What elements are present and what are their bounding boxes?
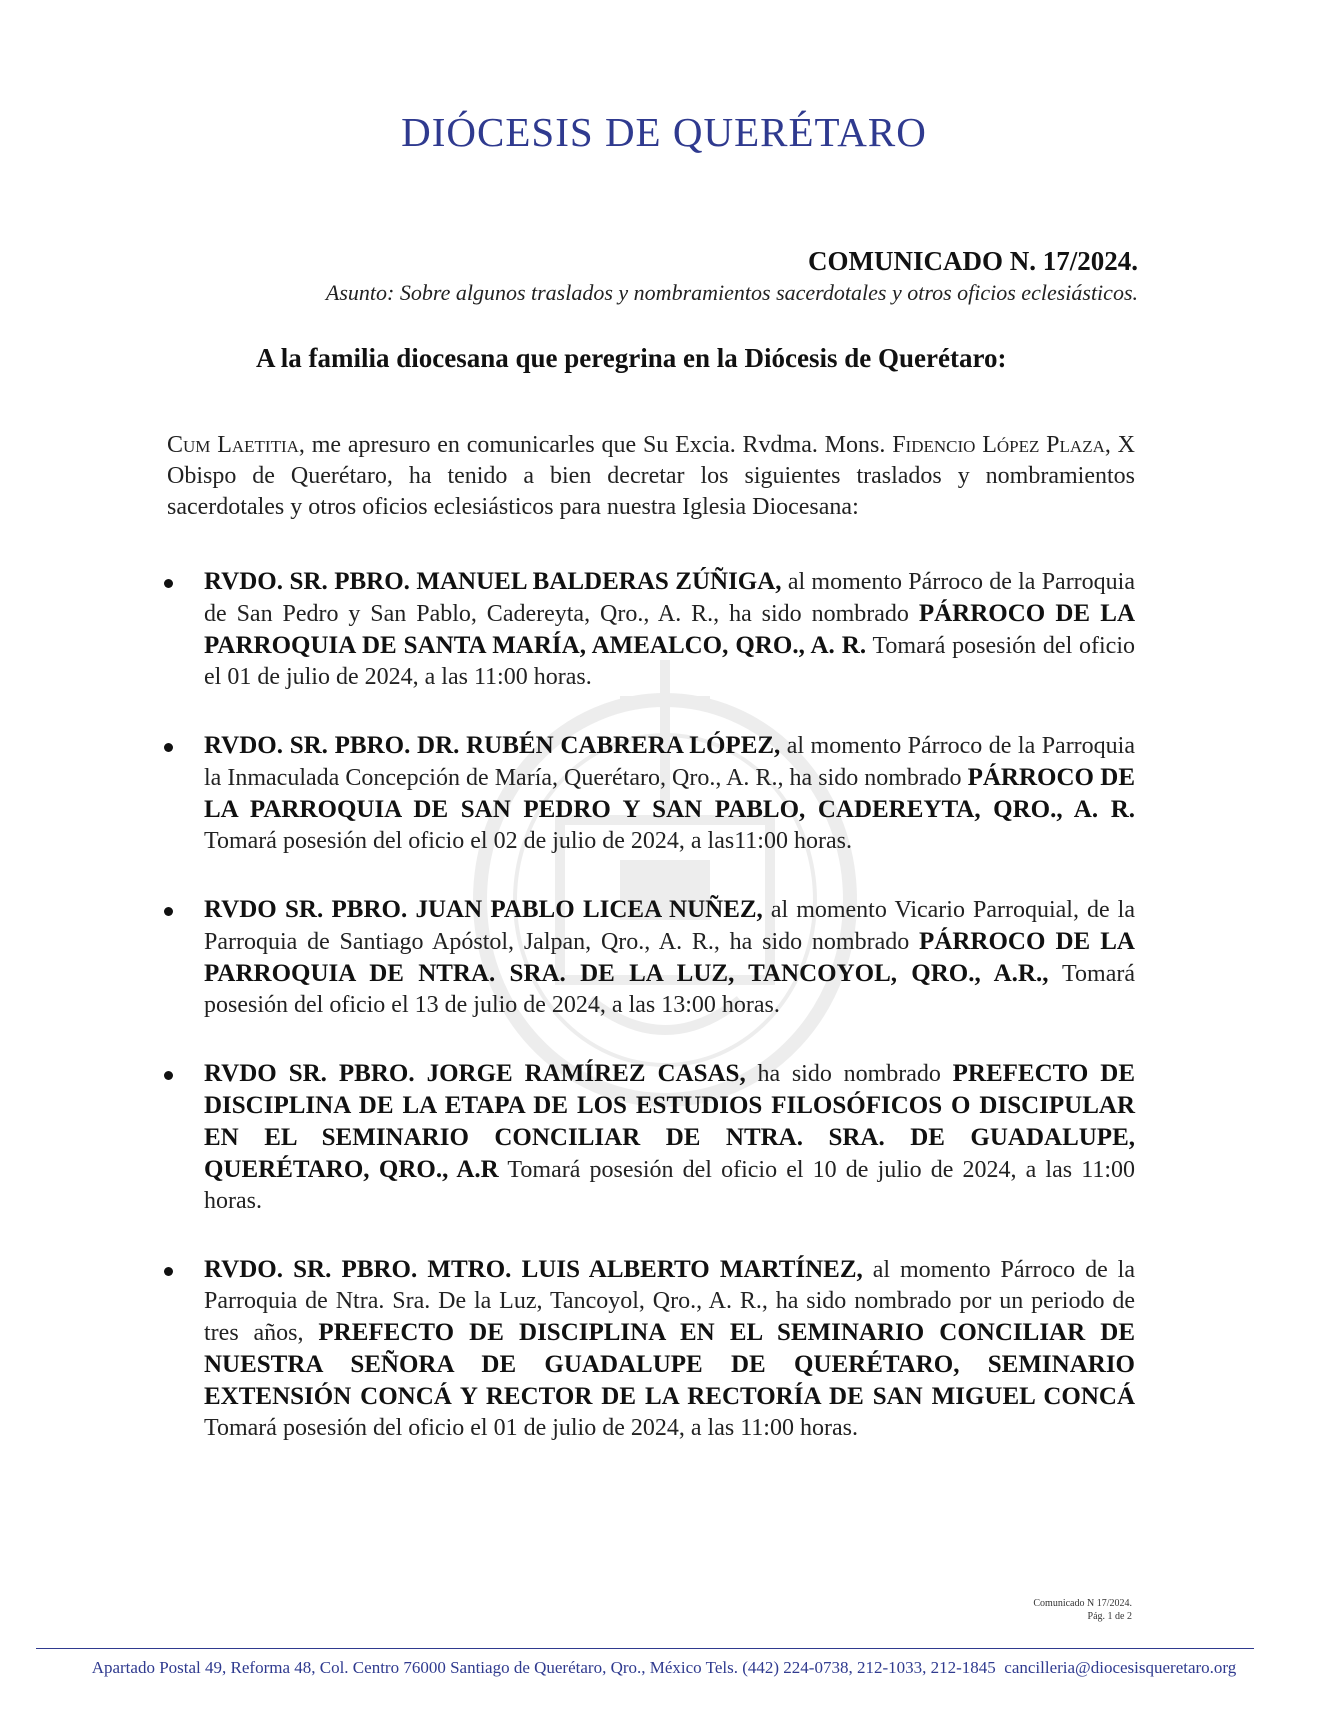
appointment-current: al momento Vicario Parroquial, de la Parroquia de Santiago Apóstol, Jalpan, Qro., A. R., ha sido nombrado [204,897,1135,955]
appointment-office: PÁRROCO DE LA PARROQUIA DE SANTA MARÍA, AMEALCO, QRO., A. R. [204,600,1135,659]
communique-number: COMUNICADO N. 17/2024. [808,246,1138,276]
appointment-possession: Tomará posesión del oficio el 10 de julio de 2024, a las 11:00 horas. [204,1157,1136,1214]
appointment-office: PREFECTO DE DISCIPLINA DE LA ETAPA DE LOS ESTUDIOS FILOSÓFICOS O DISCIPULAR EN EL SEMINARIO CONCILIAR DE NTRA. SRA. DE GUADALUPE, QUERÉTARO, QRO., A.R [204,1060,1136,1183]
appointments-list [158,566,1135,1481]
intro-cum-laetitia: Cum Laetitia [167,432,299,458]
bullet-icon [164,579,173,588]
appointment-possession: Tomará posesión del oficio el 02 de julio de 2024, a las11:00 horas. [204,828,852,854]
appointment-item [158,894,1135,1021]
intro-bishop-name: Fidencio López Plaza [892,432,1105,458]
appointment-current: ha sido nombrado [745,1061,953,1087]
intro-text-1: , me apresuro en comunicarles que Su Excia. Rvdma. Mons. [298,432,893,458]
page-reference [1033,1597,1132,1623]
footer [0,1658,1328,1678]
diocese-title: DIÓCESIS DE QUERÉTARO [401,109,927,155]
appointment-item [158,730,1135,857]
page-reference-number: Pág. 1 de 2 [1087,1611,1132,1622]
appointment-name: RVDO. SR. PBRO. DR. RUBÉN CABRERA LÓPEZ, [204,732,781,759]
footer-email: cancilleria@diocesisqueretaro.org [1004,1658,1237,1677]
appointment-name: RVDO SR. PBRO. JORGE RAMÍREZ CASAS, [204,1060,746,1087]
appointment-item [158,1254,1135,1444]
bullet-icon [164,1267,173,1276]
appointment-name: RVDO. SR. PBRO. MTRO. LUIS ALBERTO MARTÍNEZ, [204,1256,863,1283]
bullet-icon [164,743,173,752]
footer-address: Apartado Postal 49, Reforma 48, Col. Centro 76000 Santiago de Querétaro, Qro., México Tels. (442) 224-0738, 212-1033, 212-1845 [91,1658,996,1677]
appointment-item [158,566,1135,693]
appointment-item [158,1058,1135,1217]
appointment-current: al momento Párroco de la Parroquia de Ntra. Sra. De la Luz, Tancoyol, Qro., A. R., ha sido nombrado por un periodo de tres años, [204,1257,1135,1346]
bullet-icon [164,907,173,916]
footer-divider [36,1648,1254,1649]
page-reference-communique: Comunicado N 17/2024. [1033,1598,1132,1609]
communique-subject: Asunto: Sobre algunos traslados y nombramientos sacerdotales y otros oficios eclesiásticos. [325,280,1138,305]
appointment-office: PÁRROCO DE LA PARROQUIA DE SAN PEDRO Y SAN PABLO, CADEREYTA, QRO., A. R. [204,764,1135,823]
appointment-name: RVDO. SR. PBRO. MANUEL BALDERAS ZÚÑIGA, [204,568,782,595]
intro-text-2: , X Obispo de Querétaro, ha tenido a bien decretar los siguientes traslados y nombramientos sacerdotales y otros oficios eclesiásticos para nuestra Iglesia Diocesana: [167,432,1135,520]
appointment-current: al momento Párroco de la Parroquia la Inmaculada Concepción de María, Querétaro, Qro., A. R., ha sido nombrado [204,733,1135,791]
appointment-possession: Tomará posesión del oficio el 13 de julio de 2024, a las 13:00 horas. [204,961,1135,1018]
bullet-icon [164,1071,173,1080]
appointment-office: PÁRROCO DE LA PARROQUIA DE NTRA. SRA. DE LA LUZ, TANCOYOL, QRO., A.R., [204,928,1135,987]
intro-paragraph [167,430,1135,523]
appointment-name: RVDO SR. PBRO. JUAN PABLO LICEA NUÑEZ, [204,896,763,923]
appointment-possession: Tomará posesión del oficio el 01 de julio de 2024, a las 11:00 horas. [204,1415,858,1441]
greeting: A la familia diocesana que peregrina en la Diócesis de Querétaro: [256,343,1007,373]
appointment-current: al momento Párroco de la Parroquia de San Pedro y San Pablo, Cadereyta, Qro., A. R., ha sido nombrado [204,569,1135,627]
appointment-office: PREFECTO DE DISCIPLINA EN EL SEMINARIO CONCILIAR DE NUESTRA SEÑORA DE GUADALUPE DE QUERÉTARO, SEMINARIO EXTENSIÓN CONCÁ Y RECTOR DE LA RECTORÍA DE SAN MIGUEL CONCÁ [204,1319,1135,1410]
appointment-possession: Tomará posesión del oficio el 01 de julio de 2024, a las 11:00 horas. [204,633,1135,690]
